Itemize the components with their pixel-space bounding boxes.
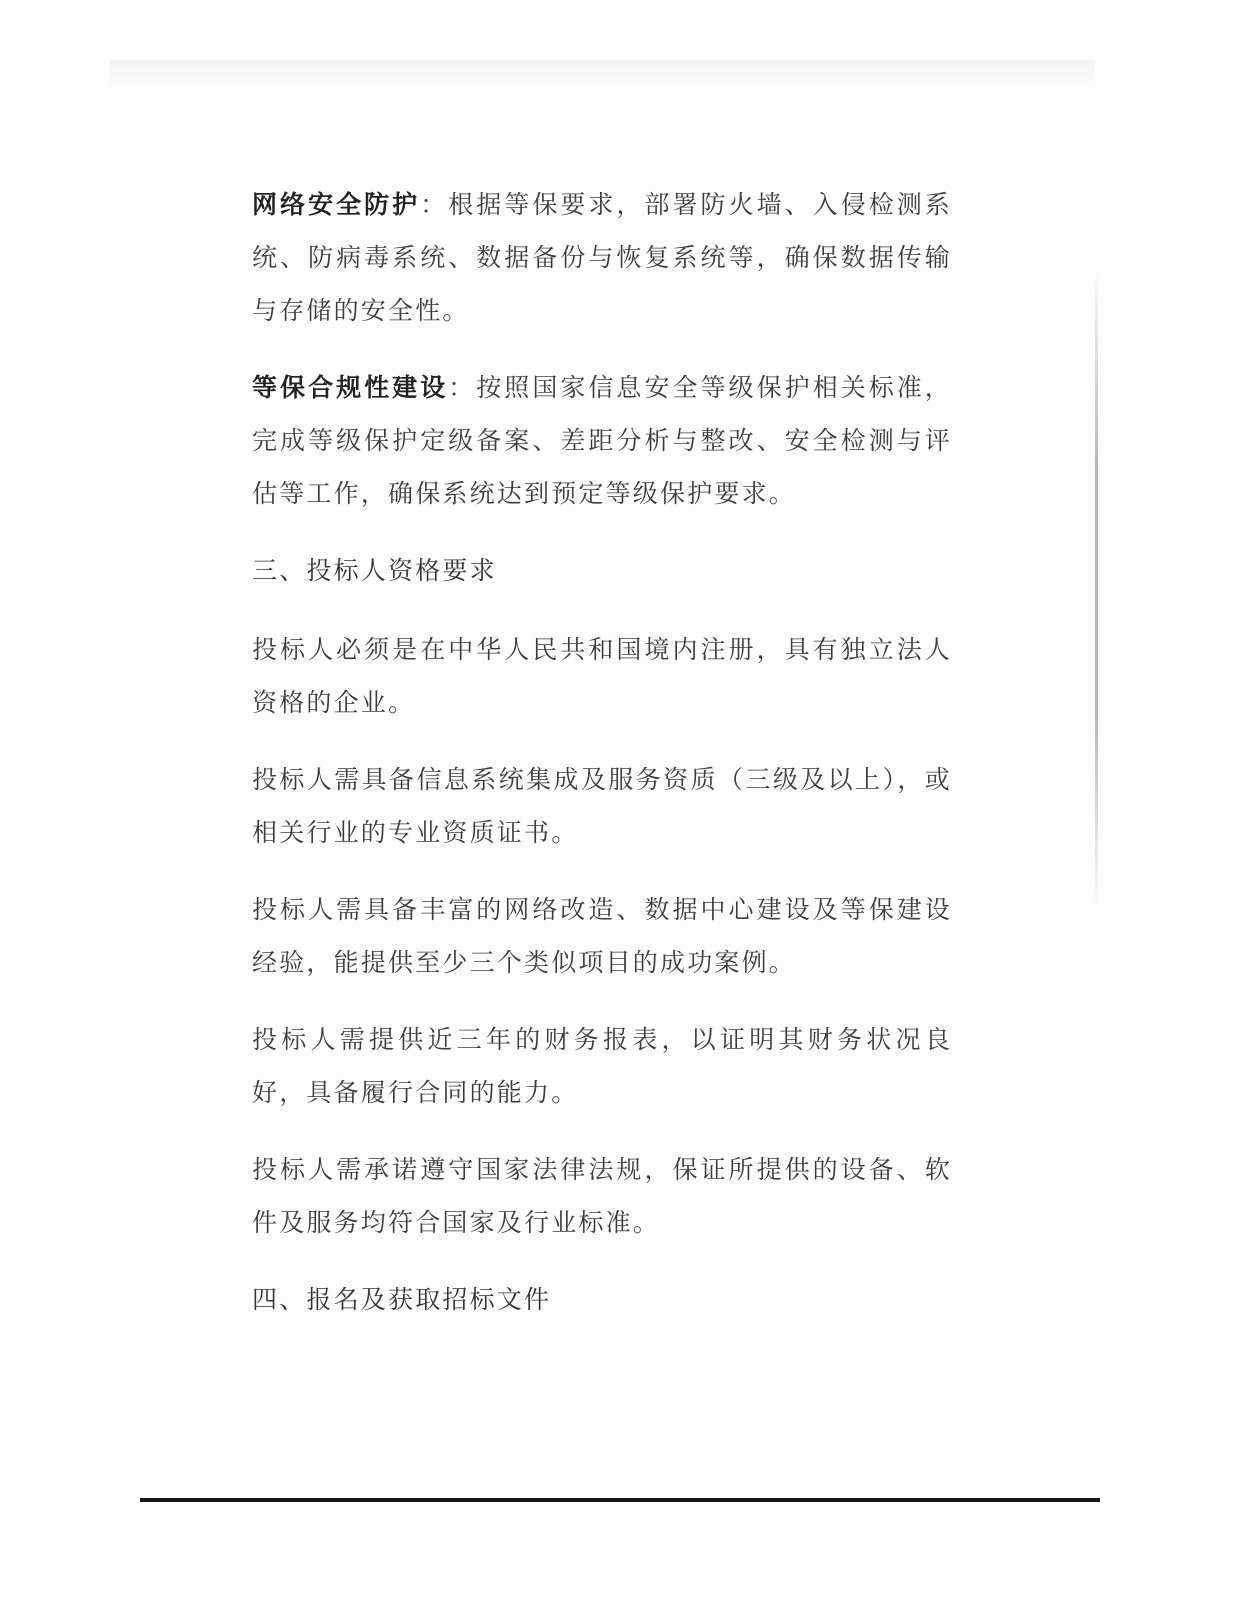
scan-shadow-right (1095, 270, 1098, 910)
paragraph-lead: 网络安全防护 (252, 190, 421, 219)
section-heading-qualifications: 三、投标人资格要求 (252, 556, 497, 585)
qualification-item: 投标人需提供近三年的财务报表，以证明其财务状况良好，具备履行合同的能力。 (252, 1025, 952, 1107)
scan-edge-bottom (140, 1498, 1100, 1502)
section-heading-registration: 四、报名及获取招标文件 (252, 1285, 552, 1314)
paragraph-text: ：按照国家信息安全等级保护相关标准，完成等级保护定级备案、差距分析与整改、安全检测与评估等工作，确保系统达到预定等级保护要求。 (252, 373, 952, 508)
qualification-item: 投标人必须是在中华人民共和国境内注册，具有独立法人资格的企业。 (252, 635, 952, 717)
paragraph-network-security (252, 178, 952, 337)
scan-shadow-top (110, 60, 1095, 90)
qualification-item: 投标人需具备信息系统集成及服务资质（三级及以上），或相关行业的专业资质证书。 (252, 765, 952, 847)
paragraph-compliance (252, 361, 952, 520)
document-body (252, 178, 952, 1352)
qualification-item: 投标人需承诺遵守国家法律法规，保证所提供的设备、软件及服务均符合国家及行业标准。 (252, 1155, 952, 1237)
qualification-item: 投标人需具备丰富的网络改造、数据中心建设及等保建设经验，能提供至少三个类似项目的成功案例。 (252, 895, 952, 977)
paragraph-lead: 等保合规性建设 (252, 373, 449, 402)
paragraph-text: ：根据等保要求，部署防火墙、入侵检测系统、防病毒系统、数据备份与恢复系统等，确保数据传输与存储的安全性。 (252, 190, 952, 325)
